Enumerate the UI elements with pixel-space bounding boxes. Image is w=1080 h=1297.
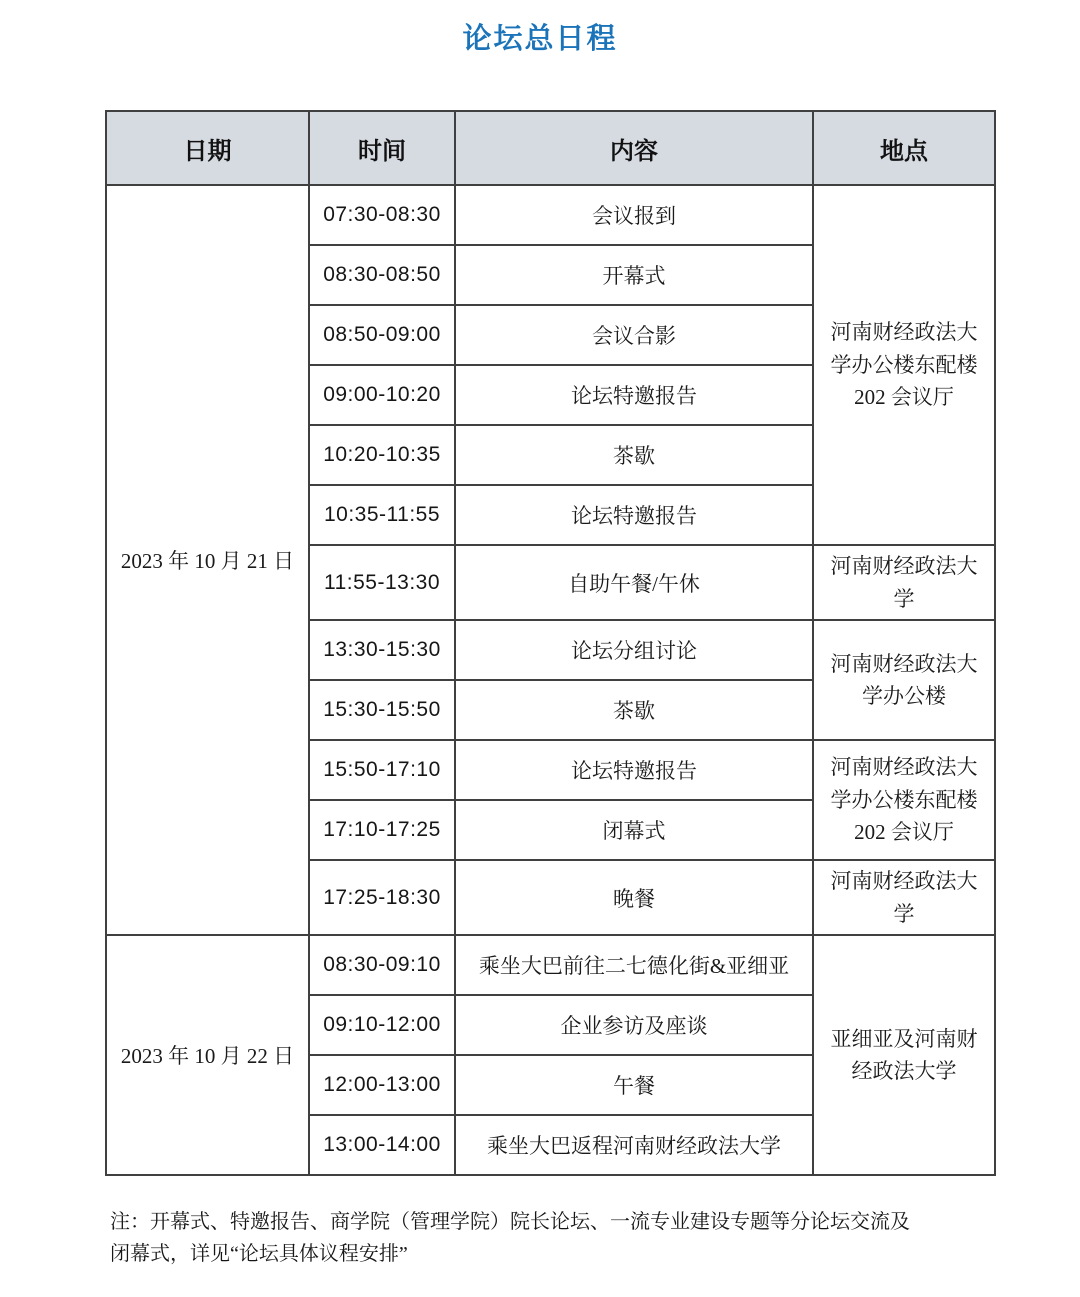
time-cell: 09:10-12:00 bbox=[309, 995, 455, 1055]
header-content: 内容 bbox=[455, 111, 813, 185]
content-cell: 会议合影 bbox=[455, 305, 813, 365]
content-cell: 乘坐大巴前往二七德化街&亚细亚 bbox=[455, 935, 813, 995]
time-cell: 08:50-09:00 bbox=[309, 305, 455, 365]
content-cell: 论坛特邀报告 bbox=[455, 365, 813, 425]
time-cell: 12:00-13:00 bbox=[309, 1055, 455, 1115]
time-cell: 15:30-15:50 bbox=[309, 680, 455, 740]
content-cell: 自助午餐/午休 bbox=[455, 545, 813, 620]
header-time: 时间 bbox=[309, 111, 455, 185]
content-cell: 论坛特邀报告 bbox=[455, 740, 813, 800]
time-cell: 09:00-10:20 bbox=[309, 365, 455, 425]
table-row bbox=[106, 185, 995, 245]
content-cell: 会议报到 bbox=[455, 185, 813, 245]
content-cell: 茶歇 bbox=[455, 680, 813, 740]
header-date: 日期 bbox=[106, 111, 309, 185]
date-cell: 2023 年 10 月 22 日 bbox=[106, 935, 309, 1175]
location-cell: 河南财经政法大学办公楼东配楼 202 会议厅 bbox=[813, 740, 995, 860]
time-cell: 11:55-13:30 bbox=[309, 545, 455, 620]
time-cell: 13:30-15:30 bbox=[309, 620, 455, 680]
header-row bbox=[106, 111, 995, 185]
time-cell: 17:10-17:25 bbox=[309, 800, 455, 860]
page-title: 论坛总日程 bbox=[462, 23, 618, 55]
time-cell: 17:25-18:30 bbox=[309, 860, 455, 935]
content-cell: 闭幕式 bbox=[455, 800, 813, 860]
location-cell: 河南财经政法大学 bbox=[813, 860, 995, 935]
time-cell: 13:00-14:00 bbox=[309, 1115, 455, 1175]
content-cell: 乘坐大巴返程河南财经政法大学 bbox=[455, 1115, 813, 1175]
content-cell: 企业参访及座谈 bbox=[455, 995, 813, 1055]
time-cell: 10:35-11:55 bbox=[309, 485, 455, 545]
content-cell: 论坛分组讨论 bbox=[455, 620, 813, 680]
time-cell: 07:30-08:30 bbox=[309, 185, 455, 245]
content-cell: 开幕式 bbox=[455, 245, 813, 305]
schedule-table bbox=[105, 110, 996, 1176]
time-cell: 10:20-10:35 bbox=[309, 425, 455, 485]
header-location: 地点 bbox=[813, 111, 995, 185]
footnote-line-2: 闭幕式，详见“论坛具体议程安排” bbox=[110, 1243, 408, 1266]
content-cell: 论坛特邀报告 bbox=[455, 485, 813, 545]
time-cell: 15:50-17:10 bbox=[309, 740, 455, 800]
location-cell: 河南财经政法大学 bbox=[813, 545, 995, 620]
time-cell: 08:30-09:10 bbox=[309, 935, 455, 995]
location-cell: 河南财经政法大学办公楼 bbox=[813, 620, 995, 740]
date-cell: 2023 年 10 月 21 日 bbox=[106, 185, 309, 935]
time-cell: 08:30-08:50 bbox=[309, 245, 455, 305]
content-cell: 午餐 bbox=[455, 1055, 813, 1115]
footnote bbox=[110, 1206, 990, 1270]
location-cell: 河南财经政法大学办公楼东配楼 202 会议厅 bbox=[813, 185, 995, 545]
content-cell: 晚餐 bbox=[455, 860, 813, 935]
footnote-line-1: 注：开幕式、特邀报告、商学院（管理学院）院长论坛、一流专业建设专题等分论坛交流及 bbox=[110, 1211, 910, 1234]
location-cell: 亚细亚及河南财经政法大学 bbox=[813, 935, 995, 1175]
table-row bbox=[106, 935, 995, 995]
content-cell: 茶歇 bbox=[455, 425, 813, 485]
